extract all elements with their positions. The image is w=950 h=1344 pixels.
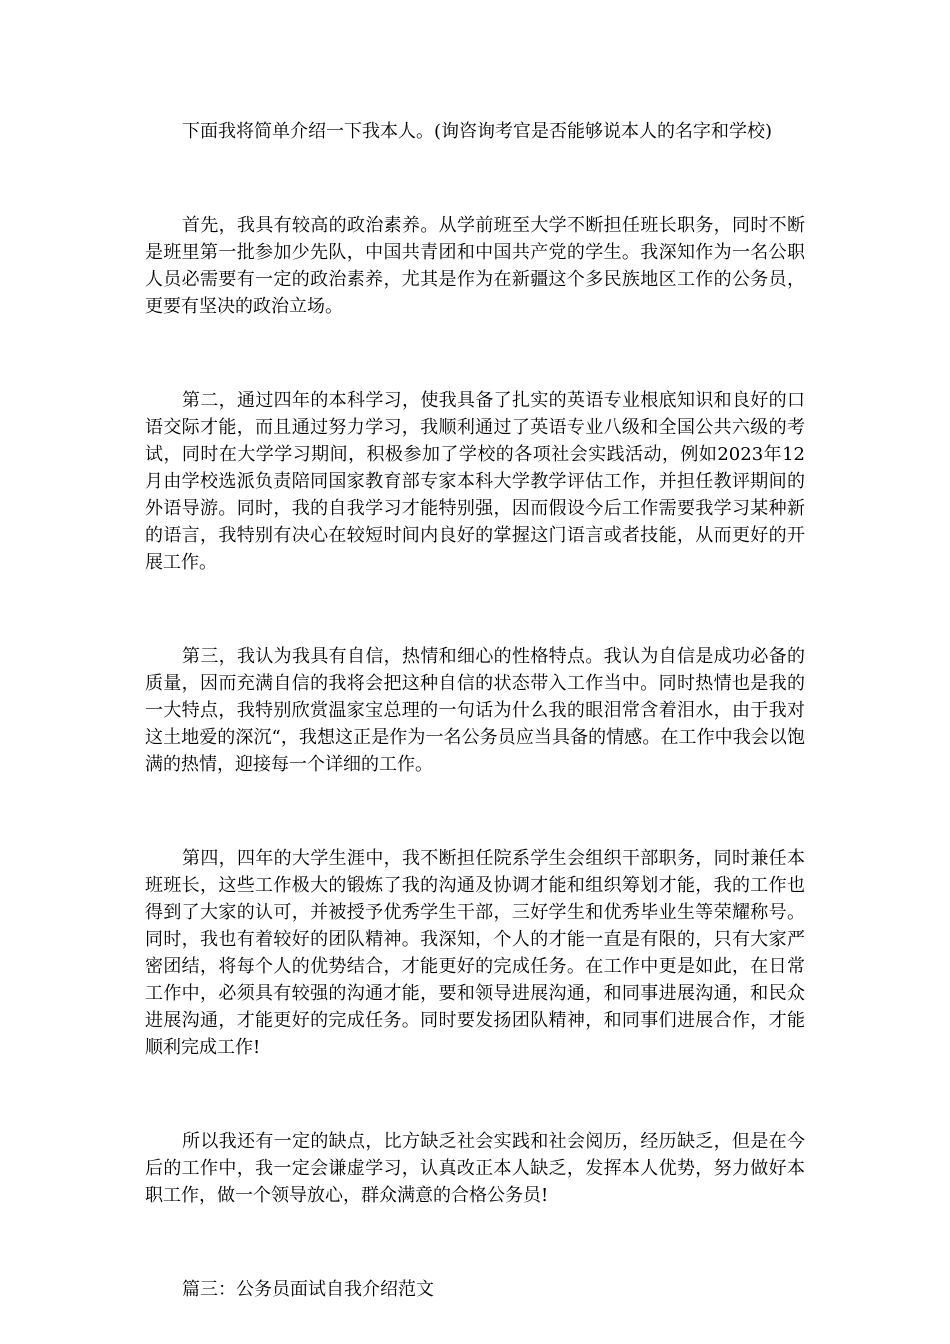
- paragraph-second-point: 第二，通过四年的本科学习，使我具备了扎实的英语专业根底知识和良好的口语交际才能，而且通过努力学习，我顺利通过了英语专业八级和全国公共六级的考试，同时在大学学习期间，积极参加了学校的各项社会实践活动，例如2023年12月由学校选派负责陪同国家教育部专家本科大学教学评估工作，并担任教评期间的外语导游。同时，我的自我学习才能特别强，因而假设今后工作需要我学习某种新的语言，我特别有决心在较短时间内良好的掌握这门语言或者技能，从而更好的开展工作。: [145, 390, 805, 573]
- paragraph-conclusion: 所以我还有一定的缺点，比方缺乏社会实践和社会阅历，经历缺乏，但是在今后的工作中，我一定会谦虚学习，认真改正本人缺乏，发挥本人优势，努力做好本职工作，做一个领导放心，群众满意的合格公务员!: [145, 1131, 805, 1206]
- paragraph-intro: 下面我将简单介绍一下我本人。(询咨询考官是否能够说本人的名字和学校): [182, 121, 773, 142]
- paragraph-fourth-point: 第四，四年的大学生涯中，我不断担任院系学生会组织干部职务，同时兼任本班班长，这些工作极大的锻炼了我的沟通及协调才能和组织筹划才能，我的工作也得到了大家的认可，并被授予优秀学生干部，三好学生和优秀毕业生等荣耀称号。同时，我也有着较好的团队精神。我深知，个人的才能一直是有限的，只有大家严密团结，将每个人的优势结合，才能更好的完成任务。在工作中更是如此，在日常工作中，必须具有较强的沟通才能，要和领导进展沟通，和同事进展沟通，和民众进展沟通，才能更好的完成任务。同时要发扬团队精神，和同事们进展合作，才能顺利完成工作!: [145, 848, 805, 1058]
- document-body: [145, 118, 805, 1303]
- paragraph-first-point: 首先，我具有较高的政治素养。从学前班至大学不断担任班长职务，同时不断是班里第一批参加少先队，中国共青团和中国共产党的学生。我深知作为一名公职人员必需要有一定的政治素养，尤其是作为在新疆这个多民族地区工作的公务员，更要有坚决的政治立场。: [145, 215, 805, 317]
- section-heading: 篇三：公务员面试自我介绍范文: [182, 1279, 434, 1300]
- paragraph-third-point: 第三，我认为我具有自信，热情和细心的性格特点。我认为自信是成功必备的质量，因而充满自信的我将会把这种自信的状态带入工作当中。同时热情也是我的一大特点，我特别欣赏温家宝总理的一句话为什么我的眼泪常含着泪水，由于我对这土地爱的深沉“，我想这正是作为一名公务员应当具备的情感。在工作中我会以饱满的热情，迎接每一个详细的工作。: [145, 646, 805, 775]
